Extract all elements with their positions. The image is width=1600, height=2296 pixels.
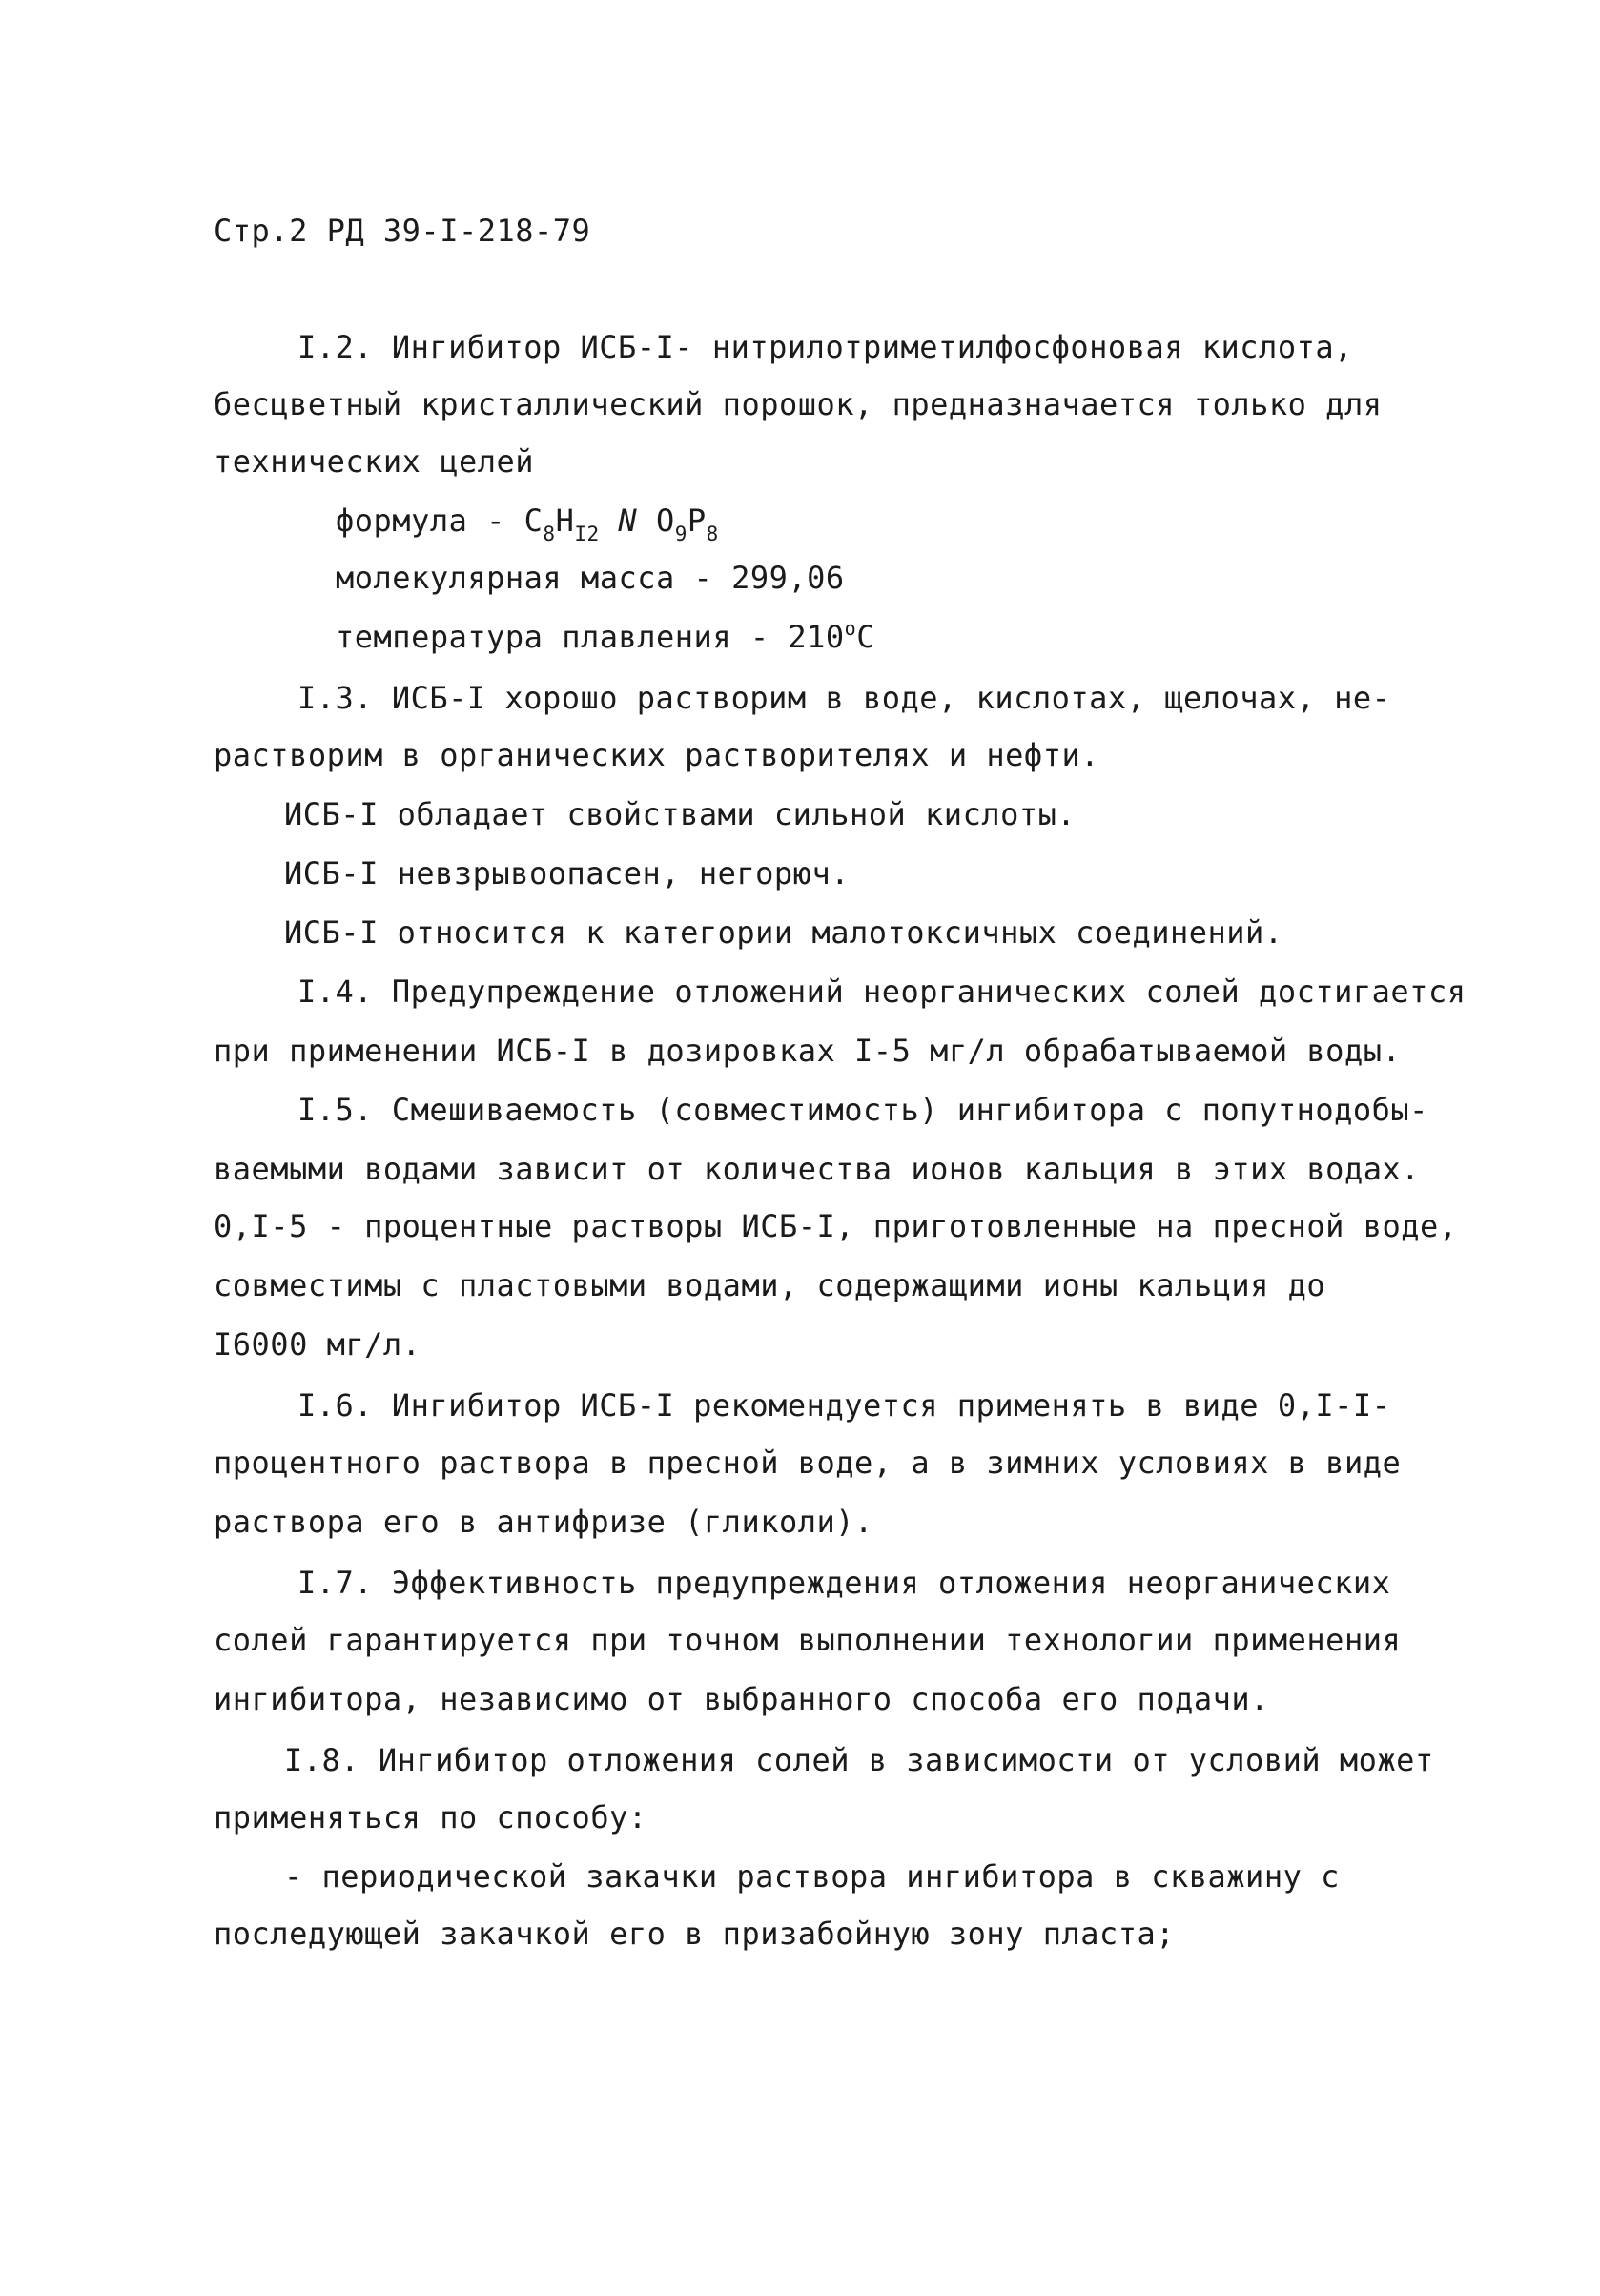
degree-mark: o — [844, 617, 857, 640]
paragraph-1-5-line-2: ваемыми водами зависит от количества ионов кальция в этих водах. — [214, 1151, 1420, 1187]
paragraph-1-2-line-3: технических целей — [214, 443, 535, 480]
paragraph-1-5-line-1: I.5. Смешиваемость (совместимость) ингибитора с попутнодобы- — [297, 1092, 1428, 1128]
paragraph-1-3-line-3: ИСБ-I обладает свойствами сильной кислоты. — [284, 796, 1077, 832]
formula-n: N — [618, 502, 638, 539]
formula-h: H — [555, 502, 575, 539]
formula-c-subscript: 8 — [543, 523, 556, 545]
paragraph-1-7-line-3: ингибитора, независимо от выбранного способа его подачи. — [214, 1681, 1269, 1717]
paragraph-1-5-line-4: совместимы с пластовыми водами, содержащими ионы кальция до — [214, 1267, 1326, 1303]
paragraph-1-8-line-4: последующей закачкой его в призабойную зону пласта; — [214, 1916, 1176, 1952]
formula-p-subscript: 8 — [706, 523, 719, 545]
melting-point-line — [336, 618, 875, 660]
paragraph-1-7-line-1: I.7. Эффективность предупреждения отложения неорганических — [297, 1565, 1391, 1601]
paragraph-1-7-line-2: солей гарантируется при точном выполнении технологии применения — [214, 1622, 1402, 1658]
paragraph-1-3-line-1: I.3. ИСБ-I хорошо растворим в воде, кислотах, щелочах, не- — [297, 680, 1391, 716]
molecular-mass-line: молекулярная масса - 299,06 — [336, 560, 845, 596]
formula-o-subscript: 9 — [674, 523, 687, 545]
paragraph-1-4-line-1: I.4. Предупреждение отложений неорганических солей достигается — [297, 974, 1467, 1010]
page-header: Стр.2 РД 39-I-218-79 — [214, 213, 591, 249]
paragraph-1-3-line-5: ИСБ-I относится к категории малотоксичных соединений. — [284, 914, 1283, 951]
paragraph-1-3-line-4: ИСБ-I невзрывоопасен, негорюч. — [284, 855, 850, 892]
paragraph-1-4-line-2: при применении ИСБ-I в дозировках I-5 мг/л обрабатываемой воды. — [214, 1033, 1402, 1069]
paragraph-1-6-line-2: процентного раствора в пресной воде, а в зимних условиях в виде — [214, 1445, 1402, 1481]
paragraph-1-3-line-2: растворим в органических растворителях и нефти. — [214, 737, 1099, 773]
melting-point-unit: C — [856, 619, 875, 655]
formula-c: C — [523, 502, 544, 539]
paragraph-1-6-line-3: раствора его в антифризе (гликоли). — [214, 1504, 873, 1540]
paragraph-1-8-line-3: - периодической закачки раствора ингибитора в скважину с — [284, 1858, 1340, 1895]
formula-line — [336, 502, 719, 543]
paragraph-1-6-line-1: I.6. Ингибитор ИСБ-I рекомендуется применять в виде 0,I-I- — [297, 1387, 1391, 1424]
paragraph-1-2-line-2: бесцветный кристаллический порошок, предназначается только для — [214, 386, 1383, 422]
formula-o: O — [655, 502, 675, 539]
formula-p: P — [687, 502, 707, 539]
formula-h-subscript: I2 — [574, 523, 600, 545]
paragraph-1-8-line-1: I.8. Ингибитор отложения солей в зависимости от условий может — [284, 1742, 1434, 1778]
paragraph-1-8-line-2: применяться по способу: — [214, 1799, 647, 1835]
paragraph-1-2-line-1: I.2. Ингибитор ИСБ-I- нитрилотриметилфосфоновая кислота, — [297, 329, 1353, 365]
paragraph-1-5-line-3: 0,I-5 - процентные растворы ИСБ-I, приготовленные на пресной воде, — [214, 1208, 1458, 1244]
melting-point-label: температура плавления - 210 — [336, 619, 845, 655]
paragraph-1-5-line-5: I6000 мг/л. — [214, 1326, 421, 1363]
formula-label: формула - — [336, 502, 524, 539]
